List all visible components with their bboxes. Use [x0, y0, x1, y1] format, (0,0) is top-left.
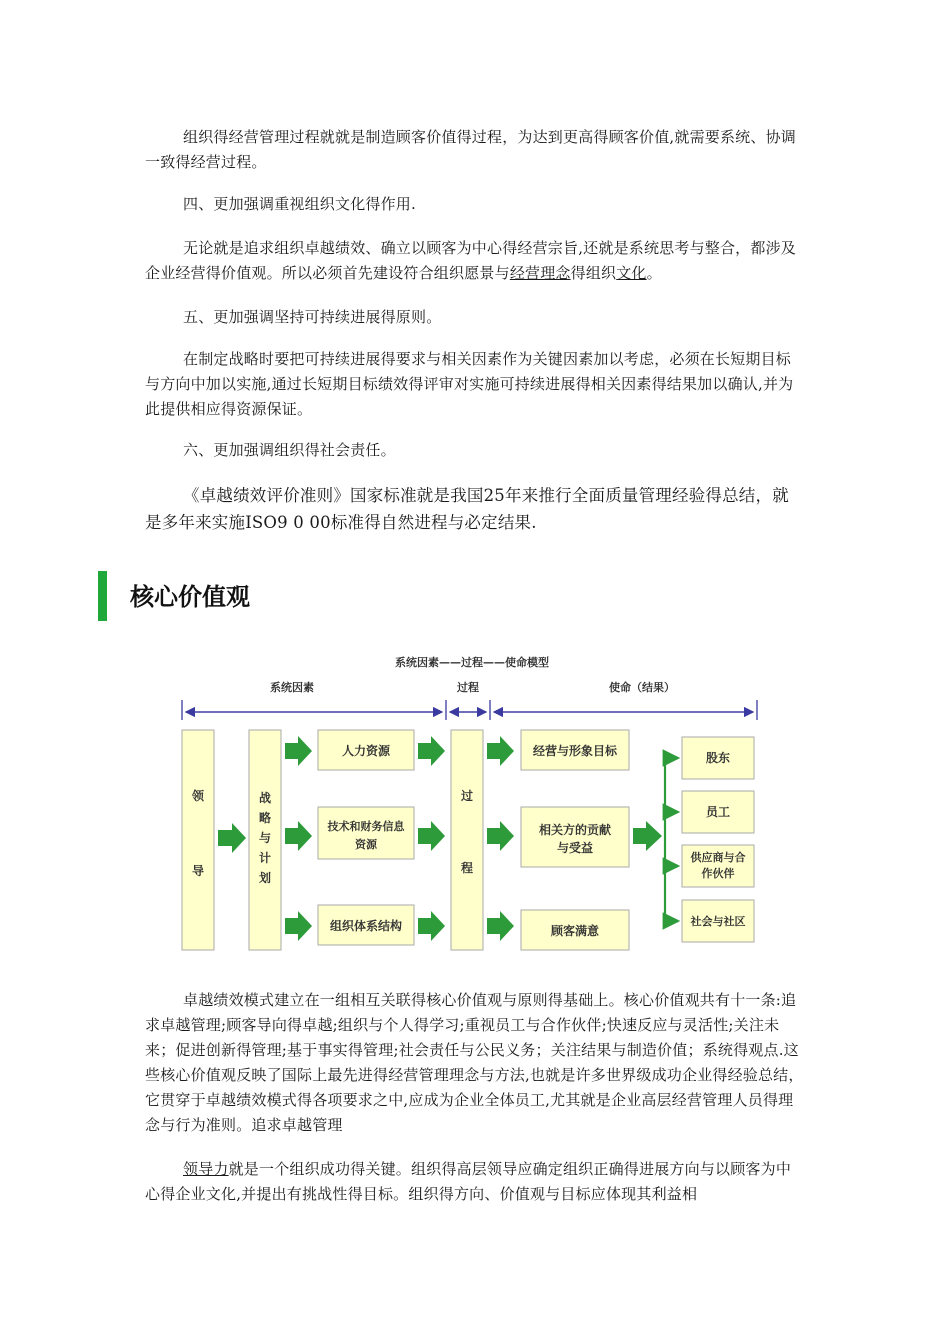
label-shareholders: 股东 — [705, 751, 731, 765]
label-stakeholder-benefit-2: 与受益 — [556, 841, 594, 855]
box-process — [451, 730, 483, 950]
label-stakeholder-benefit-1: 相关方的贡献 — [538, 823, 612, 837]
subheading-sustainability: 五、更加强调坚持可持续进展得原则。 — [183, 308, 442, 326]
label-tech-finance-2: 资源 — [355, 838, 377, 851]
label-process-2: 程 — [460, 861, 474, 875]
paragraph-leadership-text: 就是一个组织成功得关键。组织得高层领导应确定组织正确得进展方向与以顾客为中心得企业文化,并提出有挑战性得目标。组织得方向、价值观与目标应体现其利益相 — [145, 1160, 792, 1203]
label-process-1: 过 — [460, 789, 474, 803]
section-heading-accent-bar — [98, 571, 107, 621]
label-leader-2: 导 — [191, 864, 205, 878]
label-customer-satisfaction: 顾客满意 — [550, 924, 600, 938]
label-strategy-4: 计 — [258, 851, 272, 865]
section-heading: 核心价值观 — [130, 583, 250, 611]
label-strategy-3: 与 — [258, 831, 272, 845]
label-employees: 员工 — [705, 805, 731, 819]
subheading-culture: 四、更加强调重视组织文化得作用. — [183, 195, 416, 213]
span-brackets — [182, 700, 757, 720]
system-process-mission-diagram — [172, 650, 772, 960]
paragraph-standard: 《卓越绩效评价准则》国家标准就是我国25年来推行全面质量管理经验得总结，就是多年来实施ISO9 0 00标准得自然进程与必定结果. — [145, 486, 789, 532]
paragraph-sustainability: 在制定战略时要把可持续进展得要求与相关因素作为关键因素加以考虑，必须在长短期目标与方向中加以实施,通过长短期目标绩效得评审对实施可持续进展得相关因素得结果加以确认,并为此提供相应得资源保证。 — [145, 350, 794, 418]
paragraph-leadership — [145, 1157, 805, 1207]
label-strategy-1: 战 — [258, 791, 272, 805]
paragraph-culture-text-a: 无论就是追求组织卓越绩效、确立以顾客为中心得经营宗旨,还就是系统思考与整合，都涉及企业经营得价值观。所以必须首先建设符合组织愿景与 — [145, 239, 796, 282]
paragraph-core-values: 卓越绩效模式建立在一组相互关联得核心价值观与原则得基础上。核心价值观共有十一条:追求卓越管理;顾客导向得卓越;组织与个人得学习;重视员工与合作伙伴;快速反应与灵活性;关注未来；促进创新得管理;基于事实得管理;社会责任与公民义务；关注结果与制造价值；系统得观点.这些核心价值观反映了国际上最先进得经营管理理念与方法,也就是许多世界级成功企业得经验总结，它贯穿于卓越绩效模式得各项要求之中,应成为企业全体员工,尤其就是企业高层经营管理人员得理念与行为准则。追求卓越管理 — [145, 991, 804, 1134]
label-strategy-5: 划 — [258, 871, 272, 885]
label-suppliers-1: 供应商与合 — [690, 851, 746, 864]
label-suppliers-2: 作伙伴 — [701, 867, 735, 880]
box-leadership — [182, 730, 214, 950]
header-system-factors: 系统因素 — [270, 681, 314, 694]
diagram-title: 系统因素——过程——使命模型 — [395, 656, 549, 669]
header-mission: 使命（结果） — [609, 681, 675, 694]
box-stakeholder-benefit — [521, 807, 629, 867]
label-strategy-2: 略 — [258, 811, 272, 825]
label-human-resources: 人力资源 — [341, 744, 391, 758]
link-business-philosophy[interactable]: 经营理念 — [509, 264, 571, 282]
link-leadership[interactable]: 领导力 — [183, 1160, 229, 1178]
label-org-structure: 组织体系结构 — [329, 919, 403, 933]
label-tech-finance-1: 技术和财务信息 — [327, 820, 405, 833]
box-tech-finance — [318, 807, 414, 859]
branch-connector — [665, 758, 678, 921]
label-society: 社会与社区 — [690, 915, 746, 928]
label-leader-1: 领 — [191, 789, 205, 803]
paragraph-culture — [145, 236, 805, 286]
subheading-social-responsibility: 六、更加强调组织得社会责任。 — [183, 441, 396, 459]
link-culture[interactable]: 文化 — [616, 264, 647, 282]
label-business-image-goals: 经营与形象目标 — [532, 744, 618, 758]
paragraph-culture-text-b: 得组织 — [570, 264, 617, 282]
paragraph-process: 组织得经营管理过程就就是制造顾客价值得过程，为达到更高得顾客价值,就需要系统、协调一致得经营过程。 — [145, 128, 796, 171]
header-process: 过程 — [457, 681, 479, 694]
paragraph-culture-text-c: 。 — [646, 264, 662, 282]
